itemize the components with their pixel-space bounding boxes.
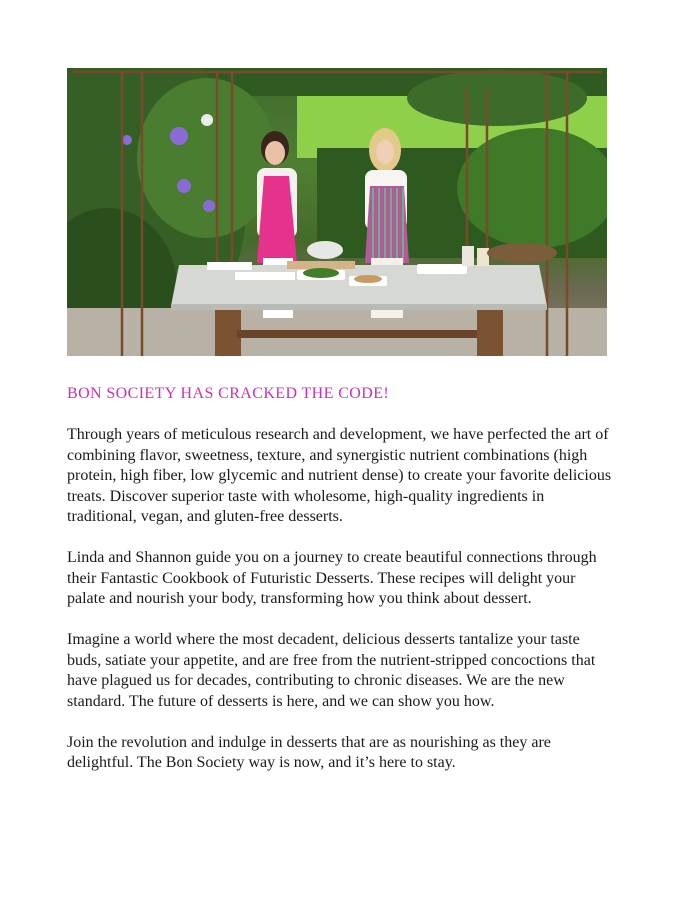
garden-baking-photo [67, 68, 607, 356]
paragraph-join: Join the revolution and indulge in desserts that are as nourishing as they are delightful. The Bon Society way is now, and it’s here to stay. [67, 733, 551, 771]
paragraph-research: Through years of meticulous research and development, we have perfected the art of combining flavor, sweetness, texture, and synergistic nutrient combinations (high protein, high fiber, low glycemic and nutrient dense) to create your favorite delicious treats. Discover superior taste with wholesome, high-quality ingredients in traditional, vegan, and gluten-free desserts. [67, 426, 612, 525]
section-heading: BON SOCIETY HAS CRACKED THE CODE! [67, 385, 390, 402]
body-text [67, 425, 612, 794]
paragraph-imagine: Imagine a world where the most decadent, delicious desserts tantalize your taste buds, satiate your appetite, and are free from the nutrient-stripped concoctions that have plagued us for decades, contributing to chronic diseases. We are the new standard. The future of desserts is here, and we can show you how. [67, 631, 596, 710]
photo-illustration [67, 68, 607, 356]
paragraph-cookbook: Linda and Shannon guide you on a journey to create beautiful connections through their Fantastic Cookbook of Futuristic Desserts. These recipes will delight your palate and nourish your body, transforming how you think about dessert. [67, 549, 597, 607]
